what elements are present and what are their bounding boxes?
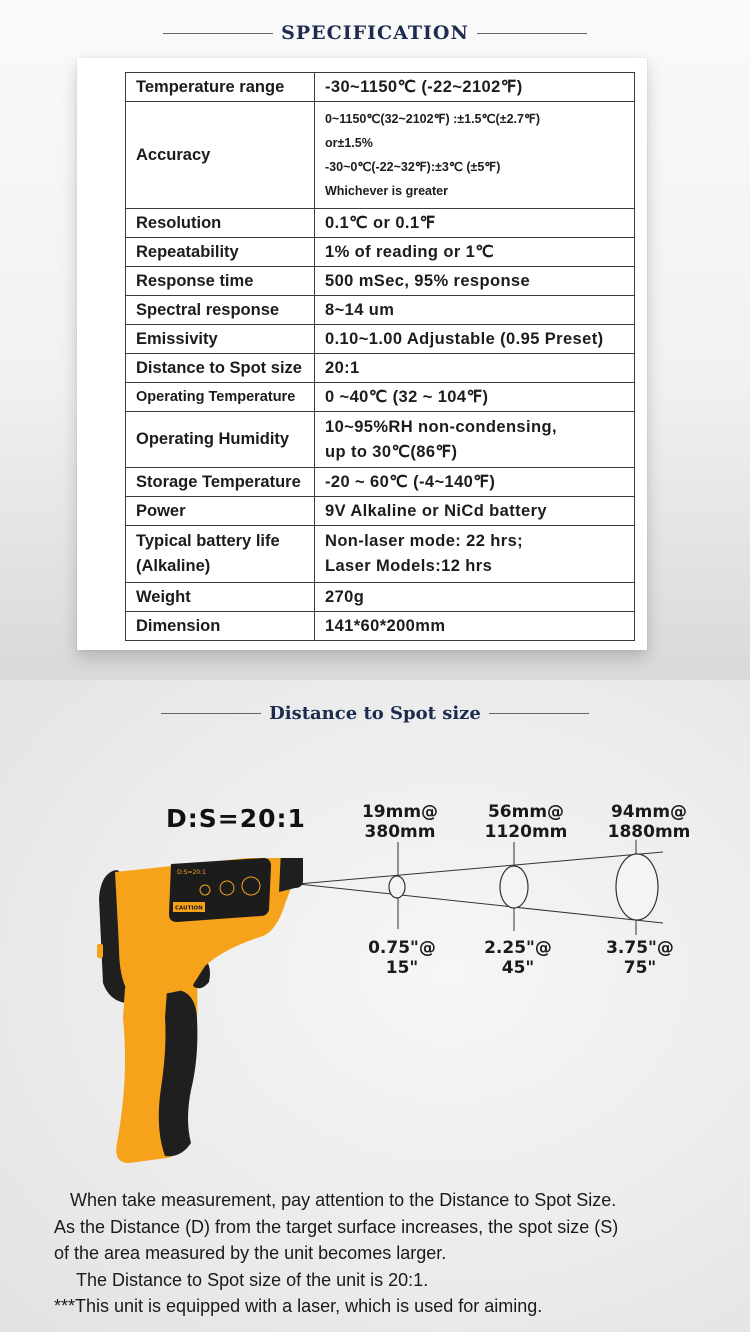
- table-row: [126, 412, 635, 468]
- device-side-button: [97, 944, 103, 958]
- description-line: As the Distance (D) from the target surface increases, the spot size (S): [54, 1216, 619, 1237]
- spec-label: Temperature range: [126, 73, 315, 102]
- spec-value: 8~14 um: [315, 296, 635, 325]
- spec-label: Weight: [126, 583, 315, 612]
- table-row: [126, 267, 635, 296]
- table-row: [126, 325, 635, 354]
- table-row: [126, 583, 635, 612]
- heading-rule-right: [477, 33, 587, 34]
- specification-title: SPECIFICATION: [281, 22, 469, 44]
- description-line: When take measurement, pay attention to the Distance to Spot Size.: [70, 1190, 617, 1210]
- specification-table: [125, 72, 635, 641]
- description-paragraph: [54, 1187, 714, 1320]
- table-row: [126, 296, 635, 325]
- spec-label: Operating Humidity: [126, 412, 315, 468]
- metric-label: 94mm@ 1880mm: [607, 802, 691, 842]
- spec-value: 0~1150℃(32~2102℉) :±1.5℃(±2.7℉) or±1.5% -30~0℃(-22~32℉):±3℃ (±5℉) Whichever is greater: [315, 102, 635, 209]
- spec-value: 1% of reading or 1℃: [315, 238, 635, 267]
- table-row: [126, 612, 635, 641]
- spec-value: 20:1: [315, 354, 635, 383]
- table-row: [126, 468, 635, 497]
- spec-value: 270g: [315, 583, 635, 612]
- description-line: The Distance to Spot size of the unit is 20:1.: [76, 1269, 429, 1290]
- spec-label: Dimension: [126, 612, 315, 641]
- spec-label: Distance to Spot size: [126, 354, 315, 383]
- specification-heading: [0, 22, 750, 44]
- table-row: [126, 102, 635, 209]
- device-caution-text: CAUTION: [175, 905, 203, 912]
- infrared-thermometer-illustration: [95, 858, 305, 1173]
- spec-label: Emissivity: [126, 325, 315, 354]
- spec-value: -30~1150℃ (-22~2102℉): [315, 73, 635, 102]
- spec-value: 0.10~1.00 Adjustable (0.95 Preset): [315, 325, 635, 354]
- table-row: [126, 354, 635, 383]
- imperial-label: 0.75"@ 15": [368, 938, 436, 978]
- table-row: [126, 383, 635, 412]
- metric-label: 19mm@ 380mm: [361, 802, 439, 842]
- table-row: [126, 73, 635, 102]
- imperial-label: 3.75"@ 75": [606, 938, 674, 978]
- device-screen-text: D:S=20:1: [177, 869, 206, 876]
- table-row: [126, 497, 635, 526]
- spec-value: 9V Alkaline or NiCd battery: [315, 497, 635, 526]
- spec-value: 0.1℃ or 0.1℉: [315, 209, 635, 238]
- beam-upper-line: [298, 852, 663, 884]
- device-nose: [279, 858, 303, 892]
- table-row: [126, 526, 635, 583]
- spec-value: 500 mSec, 95% response: [315, 267, 635, 296]
- spec-label: Operating Temperature: [126, 383, 315, 412]
- beam-lower-line: [298, 884, 663, 923]
- spot-title: Distance to Spot size: [269, 703, 481, 724]
- imperial-label: 2.25"@ 45": [484, 938, 552, 978]
- distance-to-spot-section: [0, 680, 750, 1332]
- spec-label: Power: [126, 497, 315, 526]
- table-row: [126, 209, 635, 238]
- spot-circle-medium: [500, 866, 528, 908]
- spec-label: Spectral response: [126, 296, 315, 325]
- spec-label: Response time: [126, 267, 315, 296]
- spot-circle-large: [616, 854, 658, 920]
- spec-value: 0 ~40℃ (32 ~ 104℉): [315, 383, 635, 412]
- table-row: [126, 238, 635, 267]
- spec-label: Typical battery life (Alkaline): [126, 526, 315, 583]
- spec-label: Repeatability: [126, 238, 315, 267]
- spec-value: Non-laser mode: 22 hrs; Laser Models:12 hrs: [315, 526, 635, 583]
- metric-label: 56mm@ 1120mm: [484, 802, 568, 842]
- description-line: ***This unit is equipped with a laser, which is used for aiming.: [54, 1296, 543, 1316]
- spot-circle-small: [389, 876, 405, 898]
- spec-value: -20 ~ 60℃ (-4~140℉): [315, 468, 635, 497]
- spec-value: 10~95%RH non-condensing, up to 30℃(86℉): [315, 412, 635, 468]
- spec-label: Resolution: [126, 209, 315, 238]
- spec-label: Storage Temperature: [126, 468, 315, 497]
- spec-value: 141*60*200mm: [315, 612, 635, 641]
- ratio-label: D:S=20:1: [166, 804, 306, 833]
- heading-rule-left: [163, 33, 273, 34]
- description-line: of the area measured by the unit becomes larger.: [54, 1243, 447, 1263]
- spec-label: Accuracy: [126, 102, 315, 209]
